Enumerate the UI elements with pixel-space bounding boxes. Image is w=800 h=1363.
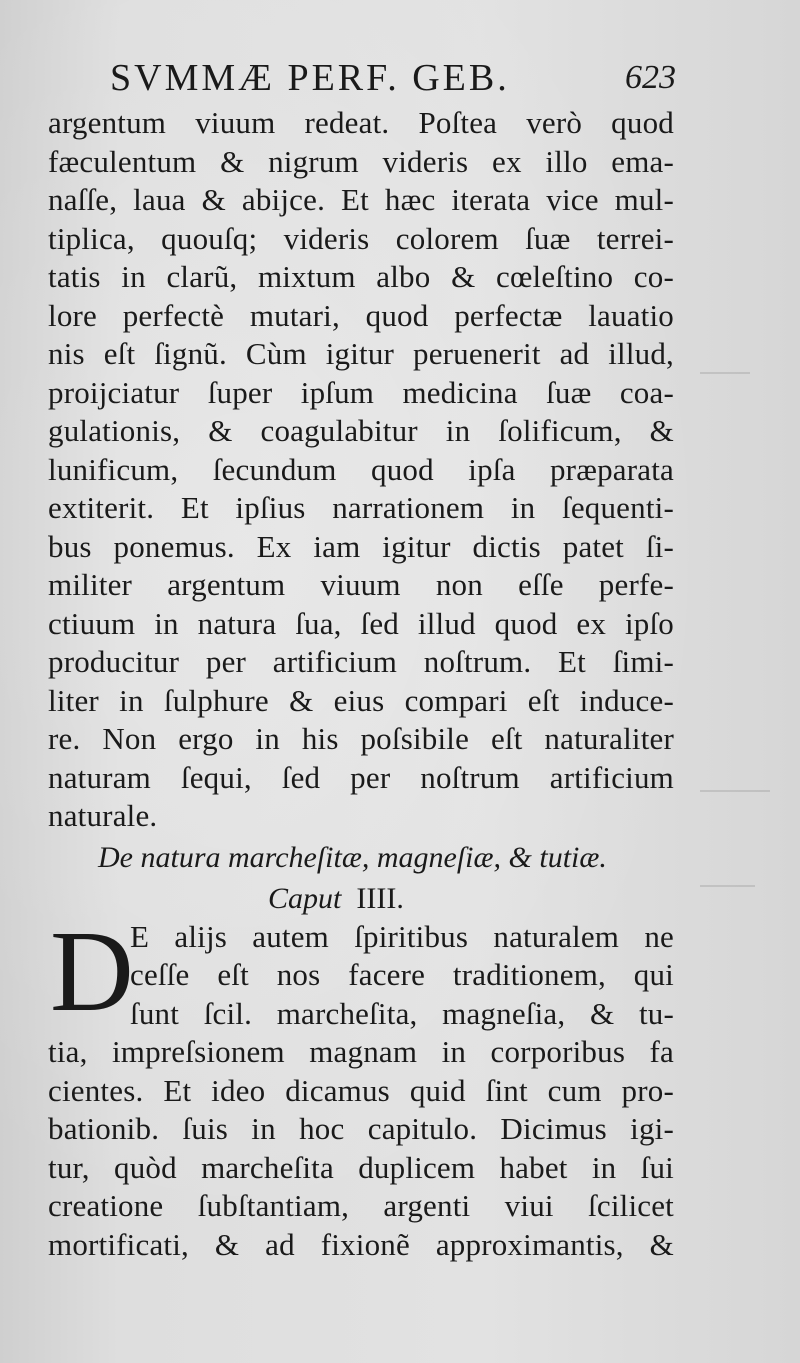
text-line: lore perfectè mutari, quod perfectæ lauatio — [48, 297, 674, 333]
text-line: naturam ſequi, ſed per noſtrum artificium — [48, 759, 674, 795]
text-line: creatione ſubſtantiam, argenti viui ſcilicet — [48, 1188, 674, 1223]
text-line: re. Non ergo in his poſsibile eſt naturaliter — [48, 721, 674, 756]
text-line: tiplica, quouſq; videris colorem ſuæ terrei- — [48, 220, 674, 256]
text-line: bus ponemus. Ex iam igitur dictis patet ſi- — [48, 528, 674, 564]
text-line: naſſe, laua & abijce. Et hæc iterata vice mul- — [48, 182, 674, 217]
show-through-mark — [700, 790, 770, 792]
text-line: bationib. ſuis in hoc capitulo. Dicimus igi- — [48, 1111, 674, 1146]
text-line: liter in ſulphure & eius compari eſt induce- — [48, 682, 674, 718]
caput-number: IIII. — [356, 881, 404, 915]
text-line: fæculentum & nigrum videris ex illo ema- — [48, 143, 674, 179]
main-text — [48, 104, 674, 1264]
text-line: ceſſe eſt nos facere traditionem, qui — [130, 957, 674, 992]
text-line: gulationis, & coagulabitur in ſolificum, & — [48, 413, 674, 448]
text-line: tatis in clarũ, mixtum albo & cœleſtino co- — [48, 259, 674, 294]
page-header — [110, 56, 690, 100]
text-line: cientes. Et ideo dicamus quid ſint cum pro- — [48, 1072, 674, 1108]
chapter-title: De natura marcheſitæ, magneſiæ, & tutiæ. — [98, 840, 607, 874]
chapter-paragraph — [48, 907, 674, 1265]
caput-label: Caput — [268, 881, 342, 915]
text-line: mortificati, & ad fixionẽ approximantis, & — [48, 1226, 674, 1262]
text-line: nis eſt ſignũ. Cùm igitur peruenerit ad illud, — [48, 336, 674, 371]
chapter-heading — [48, 880, 674, 918]
text-line: naturale. — [48, 798, 158, 833]
text-line: E alijs autem ſpiritibus naturalem ne — [130, 918, 674, 954]
text-line: producitur per artificium noſtrum. Et ſimi- — [48, 644, 674, 679]
show-through-mark — [700, 372, 750, 374]
text-line: ſunt ſcil. marcheſita, magneſia, & tu- — [130, 995, 674, 1031]
page-number: 623 — [625, 59, 676, 96]
text-line: ctiuum in natura ſua, ſed illud quod ex ipſo — [48, 605, 674, 641]
running-title: SVMMÆ PERF. GEB. — [110, 57, 510, 99]
text-line: proijciatur ſuper ipſum medicina ſuæ coa- — [48, 374, 674, 410]
text-line: tur, quòd marcheſita duplicem habet in ſui — [48, 1149, 674, 1185]
show-through-mark — [700, 885, 755, 887]
text-line: tia, impreſsionem magnam in corporibus fa — [48, 1034, 674, 1069]
drop-cap: D — [50, 907, 134, 1036]
text-line: lunificum, ſecundum quod ipſa præparata — [48, 451, 674, 487]
text-line: extiterit. Et ipſius narrationem in ſequenti- — [48, 490, 674, 525]
text-line: argentum viuum redeat. Poſtea verò quod — [48, 105, 674, 140]
text-line: militer argentum viuum non eſſe perfe- — [48, 567, 674, 602]
